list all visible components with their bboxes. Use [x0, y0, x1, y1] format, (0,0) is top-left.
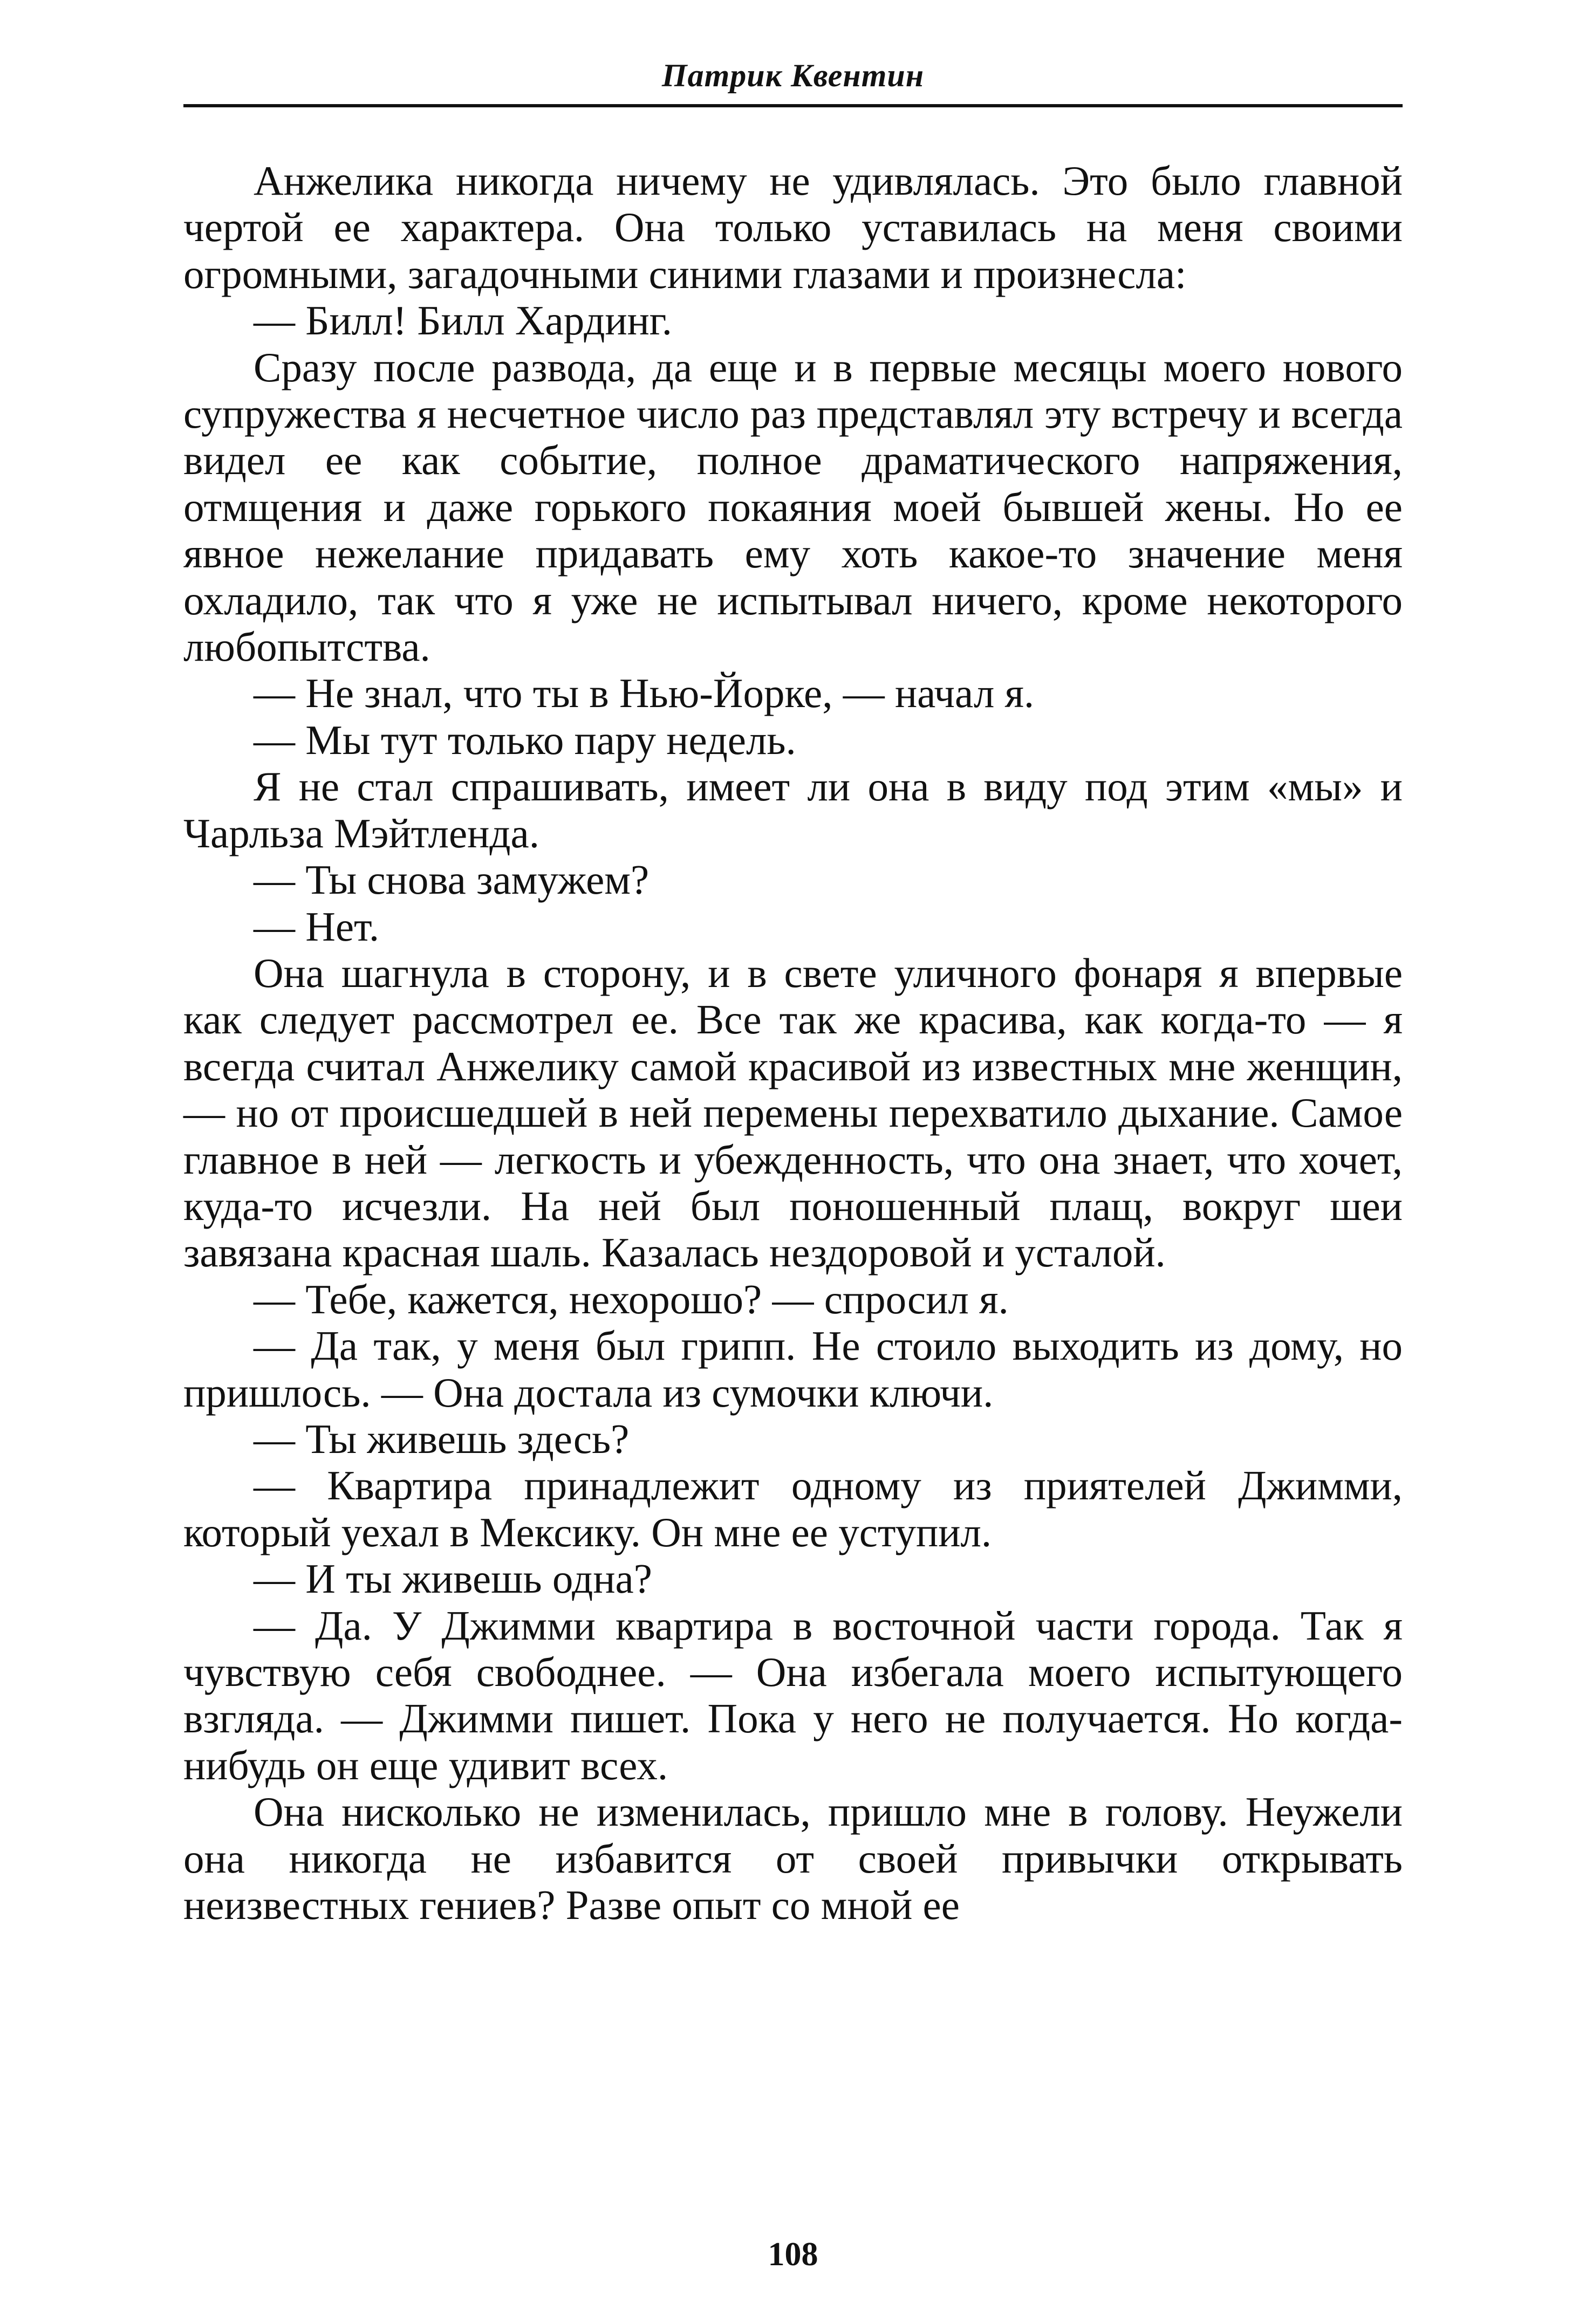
paragraph: Я не стал спрашивать, имеет ли она в виду под этим «мы» и Чарльза Мэйтленда. [183, 763, 1403, 856]
paragraph: — И ты живешь одна? [254, 1555, 652, 1602]
body-text [183, 157, 1403, 1928]
paragraph: Сразу после развода, да еще и в первые месяцы моего нового супружества я несчетное число раз представлял эту встречу и всегда видел ее как событие, полное драматического напряжения, отмщения и даже горького покаяния моей бывшей жены. Но ее явное нежелание придавать ему хоть какое-то значение меня охладило, так что я уже не испытывал ничего, кроме некоторого любопытства. [183, 344, 1403, 670]
paragraph: — Билл! Билл Хардинг. [254, 297, 672, 344]
paragraph: Она шагнула в сторону, и в свете уличного фонаря я впервые как следует рассмотрел ее. Все так же красива, как когда-то — я всегда считал Анжелику самой красивой из известных мне женщин, — но от происшедшей в ней перемены перехватило дыхание. Самое главное в ней — легкость и убежденность, что она знает, что хочет, куда-то исчезли. На ней был поношенный плащ, вокруг шеи завязана красная шаль. Казалась нездоровой и усталой. [183, 949, 1403, 1276]
paragraph: — Нет. [254, 903, 380, 950]
paragraph: Анжелика никогда ничему не удивлялась. Это было главной чертой ее характера. Она только уставилась на меня своими огромными, загадочными синими глазами и произнесла: [183, 157, 1403, 297]
running-header-title: Патрик Квентин [661, 58, 925, 93]
header-divider-rule [183, 104, 1403, 107]
paragraph: — Ты живешь здесь? [254, 1415, 630, 1462]
paragraph: — Мы тут только пару недель. [254, 716, 796, 763]
paragraph: — Квартира принадлежит одному из приятелей Джимми, который уехал в Мексику. Он мне ее уступил. [183, 1462, 1403, 1555]
paragraph: — Да. У Джимми квартира в восточной части города. Так я чувствую себя свободнее. — Она избегала моего испытующего взгляда. — Джимми пишет. Пока у него не получается. Но когда-нибудь он еще удивит всех. [183, 1602, 1403, 1788]
paragraph: Она нисколько не изменилась, пришло мне в голову. Неужели она никогда не избавится от своей привычки открывать неизвестных гениев? Разве опыт со мной ее [183, 1788, 1403, 1929]
paragraph: — Да так, у меня был грипп. Не стоило выходить из дому, но пришлось. — Она достала из сумочки ключи. [183, 1322, 1403, 1416]
paragraph: — Не знал, что ты в Нью-Йорке, — начал я. [254, 670, 1035, 717]
paragraph: — Ты снова замужем? [254, 856, 650, 903]
page-number: 108 [768, 2236, 818, 2273]
paragraph: — Тебе, кажется, нехорошо? — спросил я. [254, 1276, 1009, 1322]
